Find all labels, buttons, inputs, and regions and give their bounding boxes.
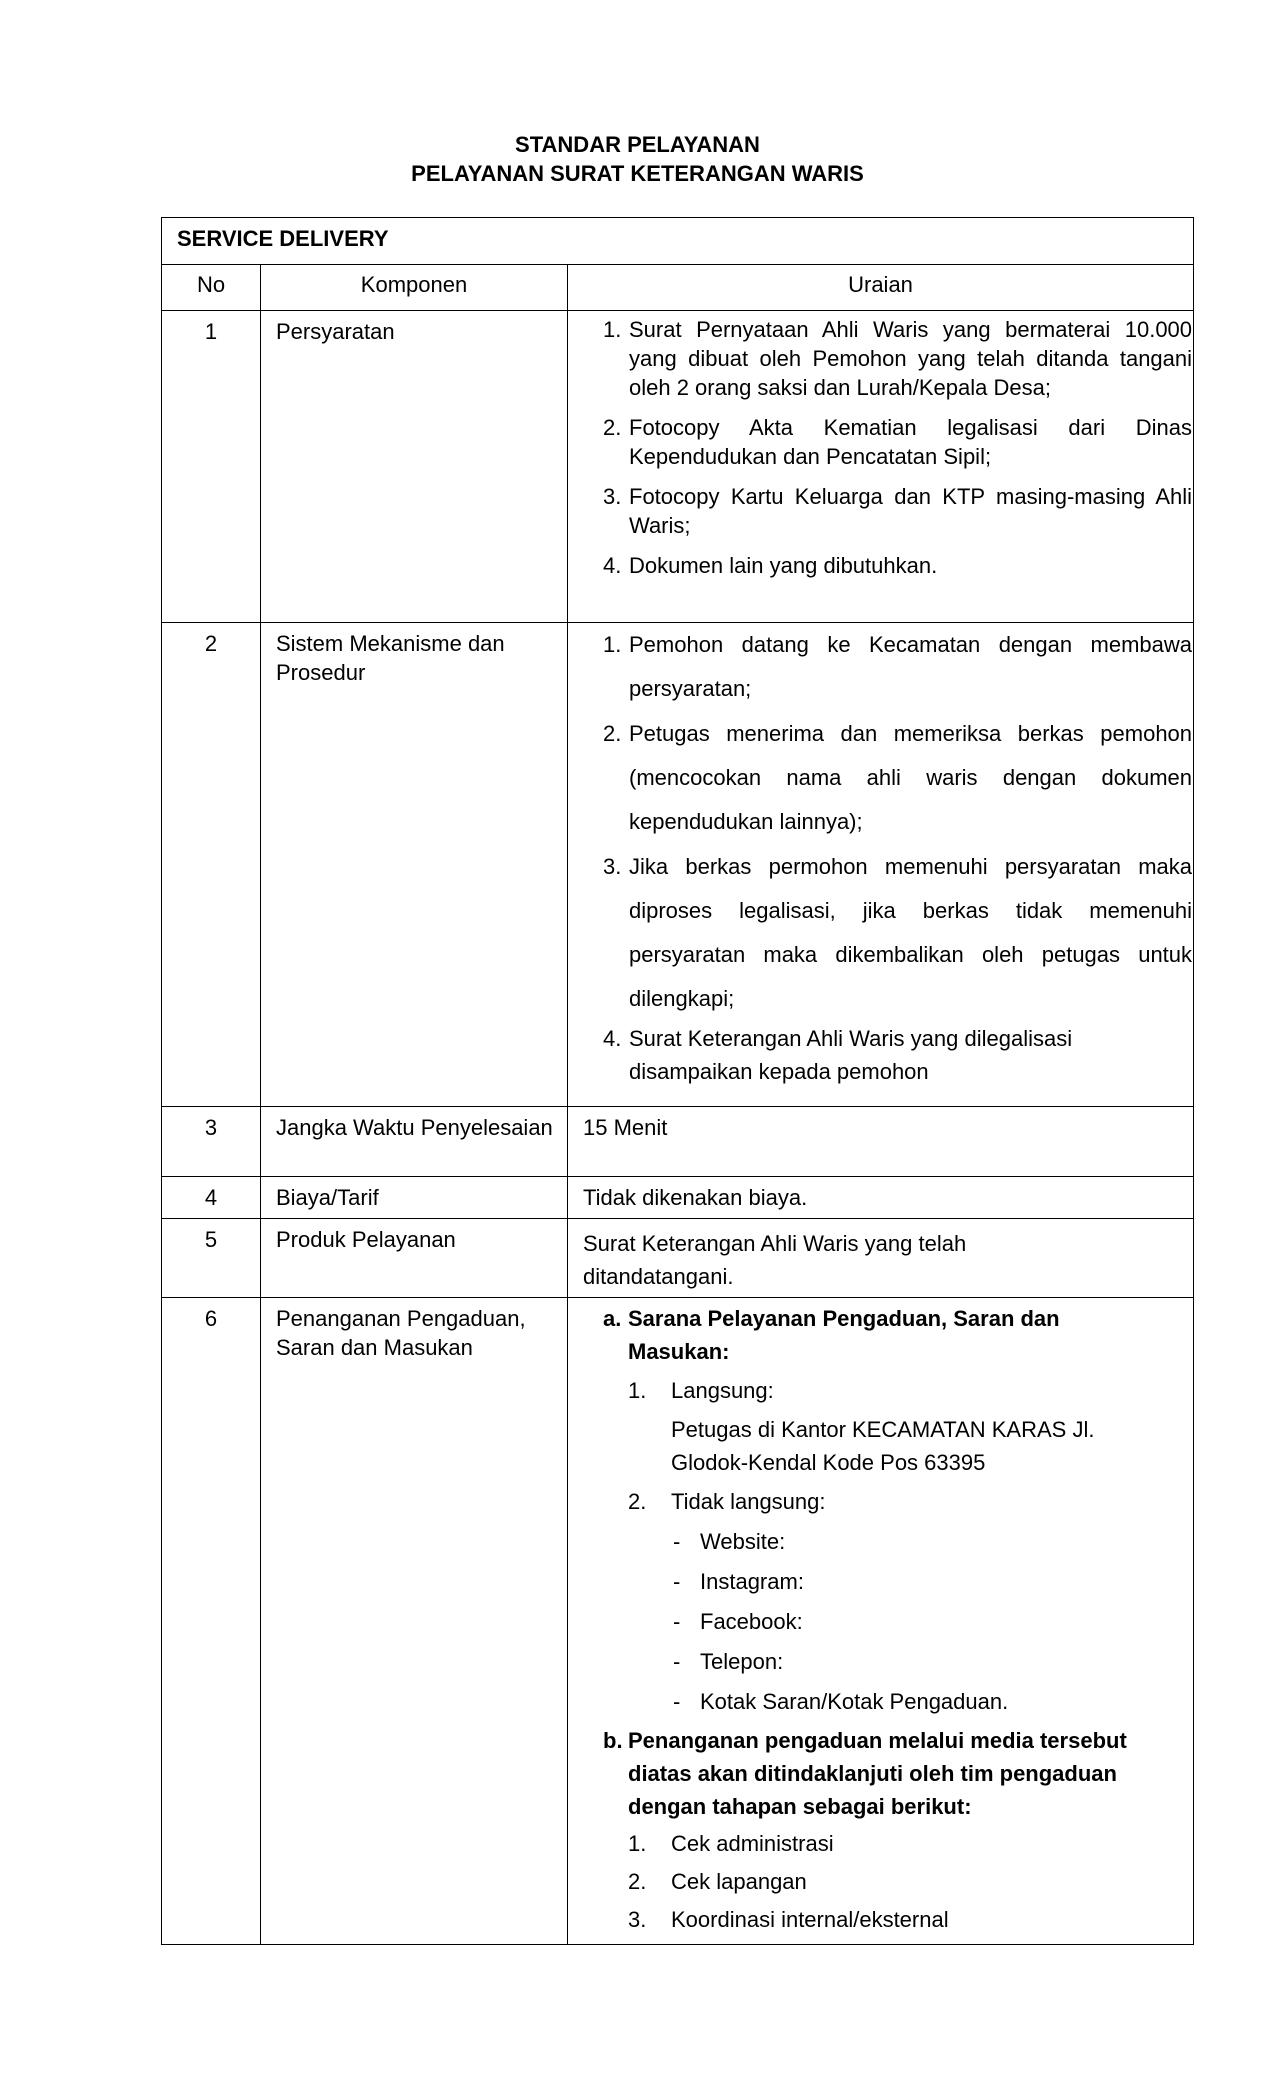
list-item: 1. Langsung: Petugas di Kantor KECAMATAN KARAS Jl. Glodok-Kendal Kode Pos 63395 <box>583 1374 1183 1479</box>
row-number: 1 <box>162 311 261 623</box>
list-item: 2. Petugas menerima dan memeriksa berkas pemohon (mencocokan nama ahli waris dengan dokumen kependudukan lainnya); <box>603 721 1193 834</box>
row-number: 5 <box>162 1219 261 1298</box>
row-komponen: Biaya/Tarif <box>261 1177 568 1219</box>
office-address: Petugas di Kantor KECAMATAN KARAS Jl. Glodok-Kendal Kode Pos 63395 <box>671 1417 1095 1475</box>
channel-kotak-saran: - Kotak Saran/Kotak Pengaduan. <box>673 1689 1009 1714</box>
list-item: 2. Fotocopy Akta Kematian legalisasi dari Dinas Kependudukan dan Pencatatan Sipil; <box>603 415 1193 469</box>
channel-telepon: - Telepon: <box>673 1649 784 1674</box>
document-subtitle: PELAYANAN SURAT KETERANGAN WARIS <box>411 161 864 186</box>
list-item: 4. Dokumen lain yang dibutuhkan. <box>603 553 938 578</box>
row-uraian: Tidak dikenakan biaya. <box>568 1177 1194 1219</box>
section-title: SERVICE DELIVERY <box>162 218 1194 265</box>
header-no: No <box>162 265 261 311</box>
row-number: 4 <box>162 1177 261 1219</box>
list-item: 3. Koordinasi internal/eksternal <box>628 1907 949 1932</box>
document-title: STANDAR PELAYANAN <box>515 132 760 157</box>
table-row <box>162 1107 1194 1177</box>
list-item: 3. Jika berkas permohon memenuhi persyaratan maka diproses legalisasi, jika berkas tidak memenuhi persyaratan maka dikembalikan oleh petugas untuk dilengkapi; <box>603 854 1193 1011</box>
list-item: 2. Cek lapangan <box>628 1869 807 1894</box>
row-komponen: Sistem Mekanisme dan Prosedur <box>261 623 568 1107</box>
service-standard-table <box>161 217 1194 1945</box>
list-item: 4. Surat Keterangan Ahli Waris yang dilegalisasi disampaikan kepada pemohon <box>603 1026 1073 1084</box>
row-uraian <box>568 1298 1194 1945</box>
header-komponen: Komponen <box>261 265 568 311</box>
row-uraian <box>568 623 1194 1107</box>
section-a-heading: a. Sarana Pelayanan Pengaduan, Saran dan Masukan: <box>603 1306 1060 1364</box>
list-item: 1. Cek administrasi <box>628 1831 834 1856</box>
row-komponen: Jangka Waktu Penyelesaian <box>261 1107 568 1177</box>
row-uraian: Surat Keterangan Ahli Waris yang telah ditandatangani. <box>568 1219 1194 1298</box>
row-uraian: 15 Menit <box>568 1107 1194 1177</box>
table-row <box>162 311 1194 623</box>
table-row <box>162 1298 1194 1945</box>
table-row <box>162 1219 1194 1298</box>
row-number: 3 <box>162 1107 261 1177</box>
row-number: 6 <box>162 1298 261 1945</box>
table-row <box>162 1177 1194 1219</box>
list-item: 3. Fotocopy Kartu Keluarga dan KTP masing-masing Ahli Waris; <box>603 484 1193 538</box>
row-komponen: Penanganan Pengaduan, Saran dan Masukan <box>261 1298 568 1945</box>
section-b-heading: b. Penanganan pengaduan melalui media tersebut diatas akan ditindaklanjuti oleh tim pengaduan dengan tahapan sebagai berikut: <box>603 1728 1127 1819</box>
channel-facebook: - Facebook: <box>673 1609 803 1634</box>
list-item: 2. Tidak langsung: <box>628 1489 826 1514</box>
channel-website: - Website: <box>673 1529 786 1554</box>
list-item: 1. Surat Pernyataan Ahli Waris yang bermaterai 10.000 yang dibuat oleh Pemohon yang telah ditanda tangani oleh 2 orang saksi dan Lurah/Kepala Desa; <box>603 317 1193 400</box>
channel-instagram: - Instagram: <box>673 1569 804 1594</box>
row-komponen: Persyaratan <box>261 311 568 623</box>
row-number: 2 <box>162 623 261 1107</box>
table-row <box>162 623 1194 1107</box>
list-item: 1. Pemohon datang ke Kecamatan dengan membawa persyaratan; <box>603 632 1193 701</box>
header-uraian: Uraian <box>568 265 1194 311</box>
row-uraian <box>568 311 1194 623</box>
row-komponen: Produk Pelayanan <box>261 1219 568 1298</box>
